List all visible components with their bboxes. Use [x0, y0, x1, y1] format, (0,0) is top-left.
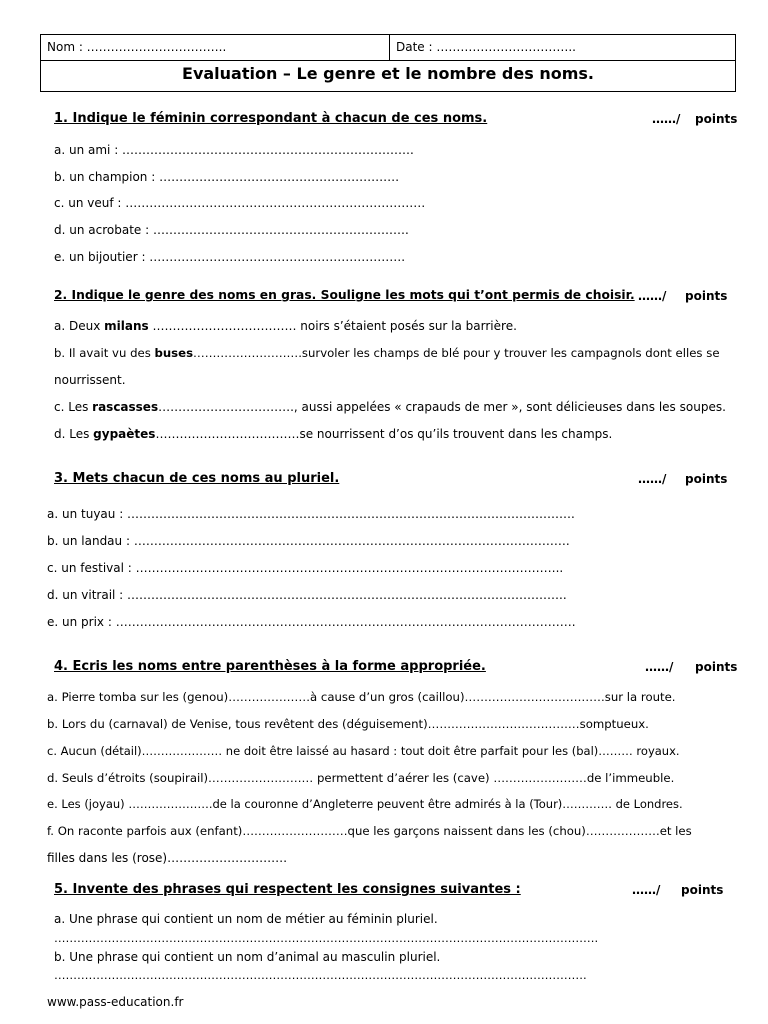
s4-line-b: b. Lors du (carnaval) de Venise, tous revêtent des (déguisement)…………………………………somptueux.: [47, 717, 649, 731]
bold-noun: rascasses: [92, 400, 159, 414]
s4-line-c: c. Aucun (détail)………………… ne doit être laissé au hasard : tout doit être parfait pour les (bal)……… royaux.: [47, 744, 680, 758]
s3-line-d: d. un vitrail : ………………………………………………………………………………………………..: [47, 588, 567, 602]
section-2-points: points: [685, 289, 728, 303]
s4-line-f-cont: filles dans les (rose)…………………………: [47, 851, 288, 865]
name-field[interactable]: Nom : ……………………………..: [47, 40, 227, 54]
section-5-title: 5. Invente des phrases qui respectent les consignes suivantes :: [54, 882, 521, 897]
date-field[interactable]: Date : ……………………………..: [396, 40, 576, 54]
s4-line-d: d. Seuls d’étroits (soupirail)……………………… permettent d’aérer les (cave) ……………………de l’immeuble.: [47, 771, 675, 785]
s5-line-b: b. Une phrase qui contient un nom d’animal au masculin pluriel.: [54, 950, 441, 964]
section-4-points: points: [695, 660, 738, 674]
s1-line-c: c. un veuf : …………………………………………………………………: [54, 196, 426, 210]
section-2-score: ……/: [638, 289, 667, 303]
s1-line-e: e. un bijoutier : ……………………………………………………….: [54, 250, 406, 264]
bold-noun: milans: [104, 319, 149, 333]
section-4-score: ……/: [645, 660, 674, 674]
section-5-points: points: [681, 883, 724, 897]
section-1-score: ……/: [652, 112, 681, 126]
section-5-score: ……/: [632, 883, 661, 897]
s4-line-e: e. Les (joyau) ………………….de la couronne d’Angleterre peuvent être admirés à la (Tour)…………. de Londres.: [47, 797, 683, 811]
s2-line-d: d. Les gypaètes………………………………se nourrissent d’os qu’ils trouvent dans les champs.: [54, 427, 613, 441]
bold-noun: buses: [154, 346, 194, 360]
section-4-title: 4. Ecris les noms entre parenthèses à la forme appropriée.: [54, 659, 486, 674]
s4-line-a: a. Pierre tomba sur les (genou)…………………à cause d’un gros (caillou)………………………………sur la route.: [47, 690, 676, 704]
s2-line-c: c. Les rascasses……………………………., aussi appelées « crapauds de mer », sont délicieuses dans les soupes.: [54, 400, 726, 414]
s4-line-f: f. On raconte parfois aux (enfant)………………………que les garçons naissent dans les (chou)……………….et les: [47, 824, 692, 838]
s2-line-b: b. Il avait vu des buses……………………….survoler les champs de blé pour y trouver les campagnols dont elles se: [54, 346, 720, 360]
header-divider: [389, 35, 390, 61]
s3-line-b: b. un landau : ……………………………………………………………………………………………….: [47, 534, 570, 548]
s5-answer-b[interactable]: ………………………………………………………………………………………………………………………….: [54, 968, 587, 982]
page-title: Evaluation – Le genre et le nombre des noms.: [182, 64, 594, 83]
s5-answer-a[interactable]: …………………………………………………………………………………………………………………………….: [54, 931, 599, 945]
s1-line-b: b. un champion : ……………………………………………………: [54, 170, 400, 184]
s5-line-a: a. Une phrase qui contient un nom de métier au féminin pluriel.: [54, 912, 438, 926]
s2-line-a: a. Deux milans ……………………………… noirs s’étaient posés sur la barrière.: [54, 319, 517, 333]
section-1-title: 1. Indique le féminin correspondant à chacun de ces noms.: [54, 111, 488, 126]
s2-line-b-cont: nourrissent.: [54, 373, 126, 387]
section-1-points: points: [695, 112, 738, 126]
section-3-title: 3. Mets chacun de ces noms au pluriel.: [54, 471, 340, 486]
section-2-title: 2. Indique le genre des noms en gras. Souligne les mots qui t’ont permis de choisir.: [54, 288, 635, 302]
s3-line-a: a. un tuyau : ………………………………………………………………………………………………….: [47, 507, 575, 521]
section-3-points: points: [685, 472, 728, 486]
footer-url[interactable]: www.pass-education.fr: [47, 995, 184, 1009]
header-box: [40, 34, 736, 92]
s3-line-c: c. un festival : ……………………………………………………………………………………………..: [47, 561, 564, 575]
s1-line-d: d. un acrobate : ……………………………………………………….: [54, 223, 409, 237]
header-row: [41, 35, 735, 61]
s1-line-a: a. un ami : ……………………………………………………………….: [54, 143, 414, 157]
s3-line-e: e. un prix : …………………………………………………………………………………………………….: [47, 615, 576, 629]
bold-noun: gypaètes: [93, 427, 156, 441]
section-3-score: ……/: [638, 472, 667, 486]
